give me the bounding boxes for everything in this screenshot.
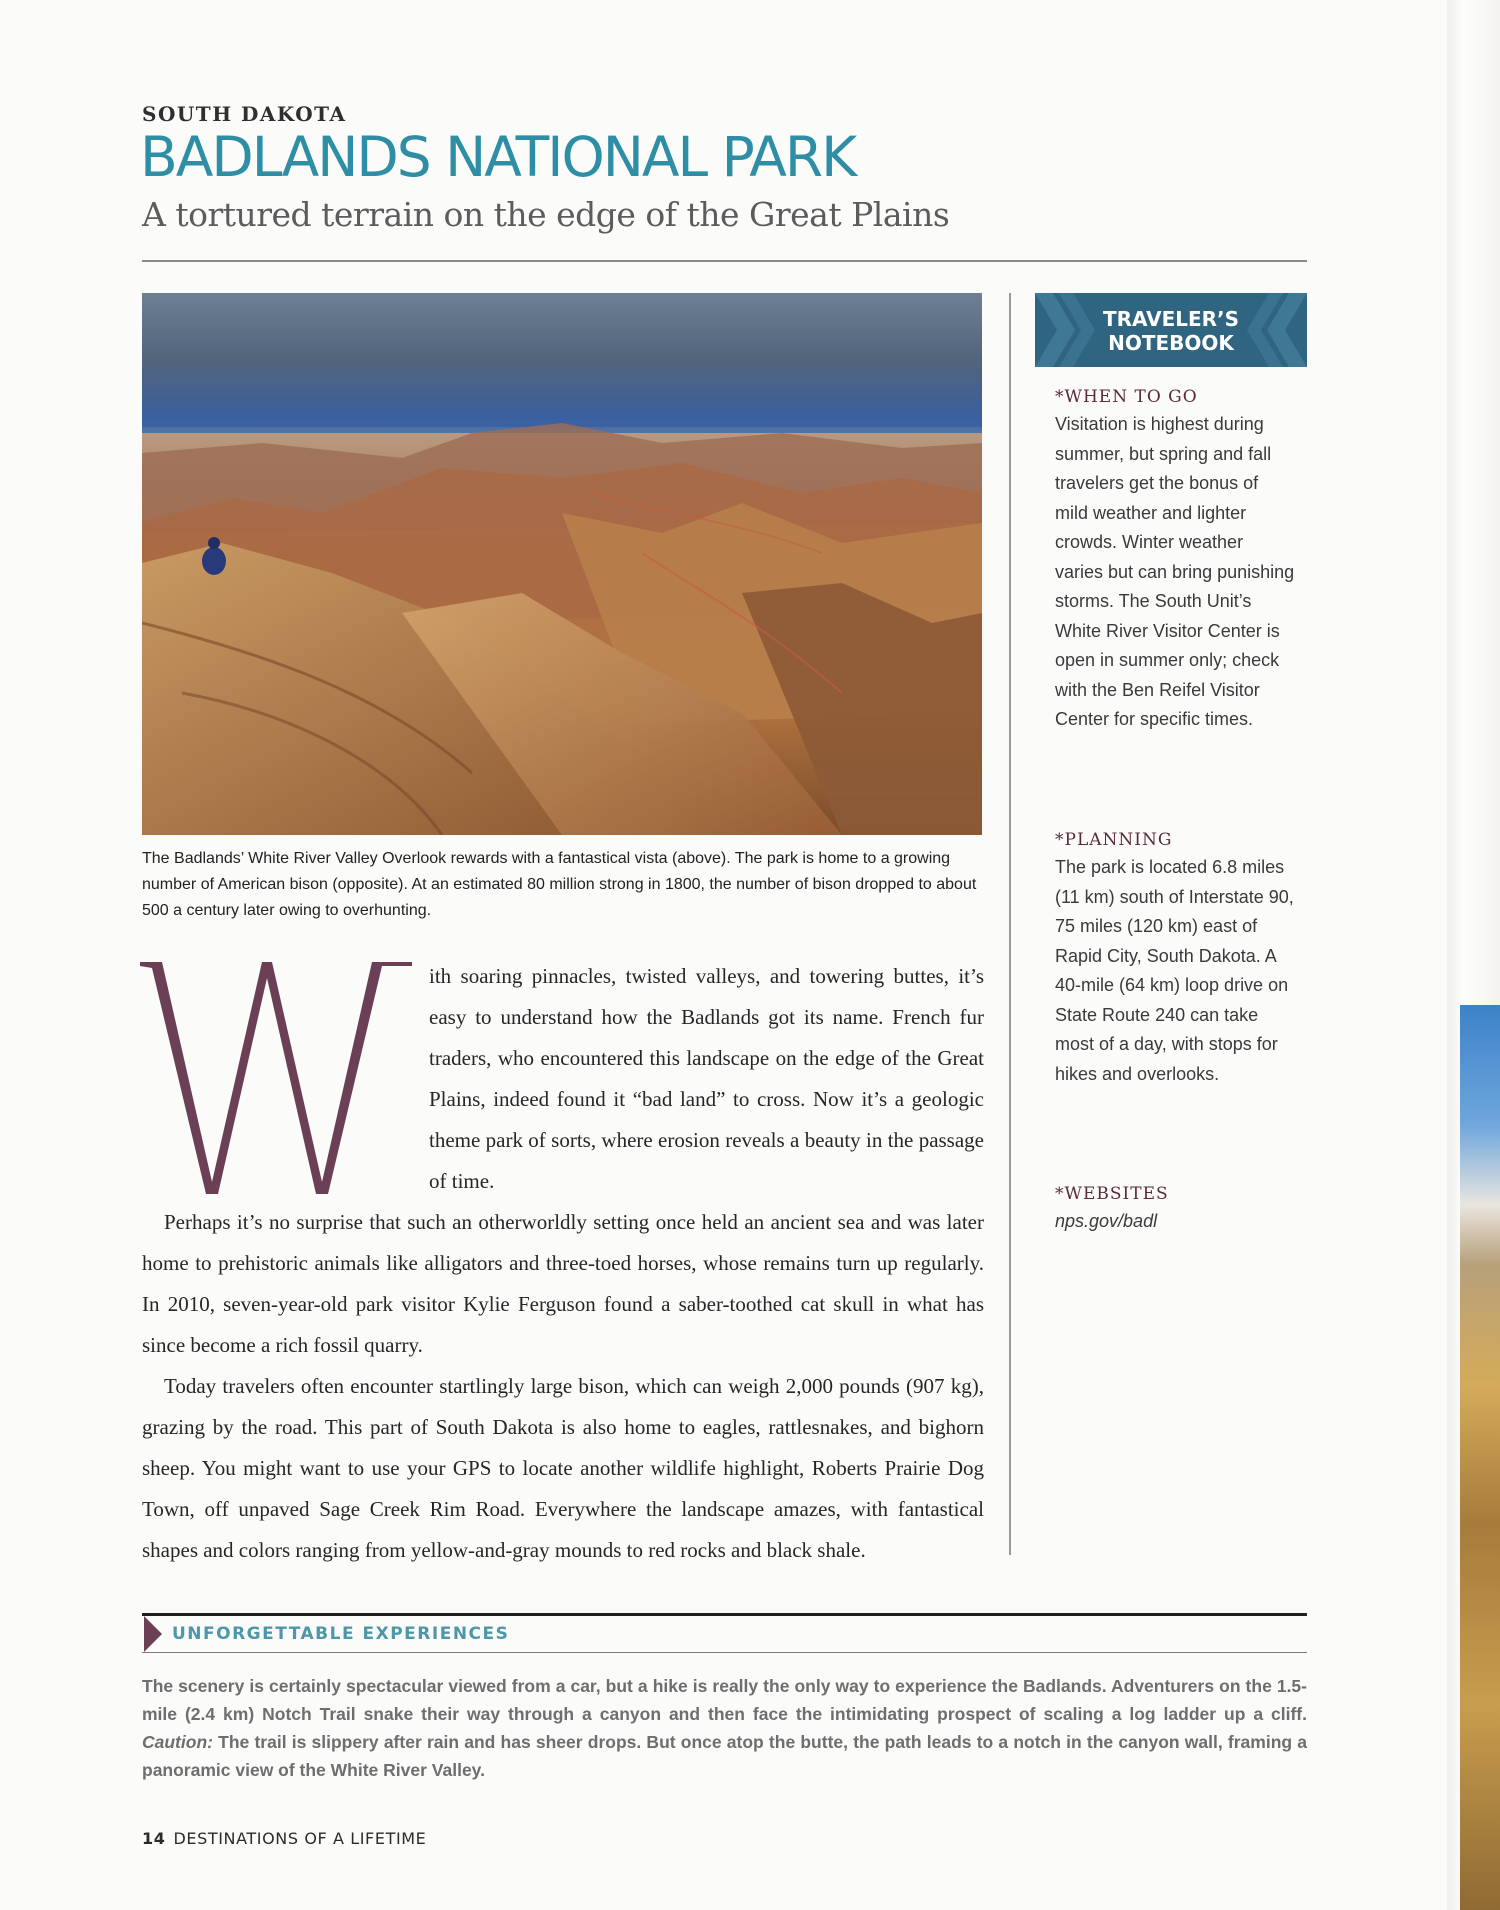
planning-heading: *PLANNING	[1055, 830, 1173, 850]
badlands-photo	[142, 293, 982, 835]
when-to-go-heading: *WHEN TO GO	[1055, 387, 1198, 407]
travelers-notebook-sidebar	[1035, 293, 1307, 1555]
article-paragraph: Perhaps it’s no surprise that such an otherworldly setting once held an ancient sea and was later home to prehistoric animals like alligators and three-toed horses, whose remains turn up regularly. In 2010, seven-year-old park visitor Kylie Ferguson found a saber-toothed cat skull in what has since become a rich fossil quarry.	[142, 1210, 984, 1357]
opposite-page-photo-edge	[1460, 1005, 1500, 1910]
websites-section	[1055, 1181, 1295, 1237]
experiences-bottom-rule	[142, 1652, 1307, 1653]
experiences-text	[142, 1672, 1307, 1784]
website-link[interactable]: nps.gov/badl	[1055, 1211, 1158, 1231]
notebook-banner	[1035, 293, 1307, 367]
article-paragraph: Today travelers often encounter startlingly large bison, which can weigh 2,000 pounds (907 kg), grazing by the road. This part of South Dakota is also home to eagles, rattlesnakes, and bighorn sheep. You might want to use your GPS to locate another wildlife highlight, Roberts Prairie Dog Town, off unpaved Sage Creek Rim Road. Everywhere the landscape amazes, with fantastical shapes and colors ranging from yellow-and-gray mounds to red rocks and black shale.	[142, 1374, 984, 1562]
page-subtitle: A tortured terrain on the edge of the Great Plains	[142, 195, 950, 234]
article-body	[142, 956, 984, 1571]
notebook-title: TRAVELER’S NOTEBOOK	[1102, 307, 1240, 355]
when-to-go-section	[1055, 384, 1295, 735]
experiences-heading: UNFORGETTABLE EXPERIENCES	[172, 1624, 510, 1644]
when-to-go-text: Visitation is highest during summer, but spring and fall travelers get the bonus of mild weather and lighter crowds. Winter weather varies but can bring punishing storms. The South Unit’s White River Visitor Center is open in summer only; check with the Ben Reifel Visitor Center for specific times.	[1055, 414, 1295, 729]
photo-caption: The Badlands’ White River Valley Overlook rewards with a fantastical vista (above). The park is home to a growing number of American bison (opposite). At an estimated 80 million strong in 1800, the number of bison dropped to about 500 a century later owing to overhunting.	[142, 850, 977, 919]
page-number: 14	[142, 1829, 166, 1848]
column-divider	[1009, 293, 1011, 1555]
experiences-text-part: The trail is slippery after rain and has sheer drops. But once atop the butte, the path leads to a notch in the canyon wall, framing a panoramic view of the White River Valley.	[142, 1732, 1307, 1780]
page-footer	[142, 1829, 426, 1848]
title-divider	[142, 260, 1307, 262]
book-title: DESTINATIONS OF A LIFETIME	[173, 1829, 427, 1848]
caution-label: Caution:	[142, 1732, 213, 1752]
state-kicker: SOUTH DAKOTA	[142, 102, 347, 126]
experiences-top-rule	[142, 1613, 1307, 1616]
websites-heading: *WEBSITES	[1055, 1184, 1169, 1204]
planning-section	[1055, 827, 1295, 1089]
planning-text: The park is located 6.8 miles (11 km) south of Interstate 90, 75 miles (120 km) east of Rapid City, South Dakota. A 40-mile (64 km) loop drive on State Route 240 can take most of a day, with stops for hikes and overlooks.	[1055, 857, 1294, 1084]
page-title: BADLANDS NATIONAL PARK	[140, 125, 856, 189]
article-paragraph: ith soaring pinnacles, twisted valleys, and towering buttes, it’s easy to understand how the Badlands got its name. French fur traders, who encountered this landscape on the edge of the Great Plains, indeed found it “bad land” to cross. Now it’s a geologic theme park of sorts, where erosion reveals a beauty in the passage of time.	[429, 964, 984, 1193]
play-arrow-icon	[142, 1616, 162, 1652]
experiences-text-part: The scenery is certainly spectacular viewed from a car, but a hike is really the only way to experience the Badlands. Adventurers on the 1.5-mile (2.4 km) Notch Trail snake their way through a canyon and then face the intimidating prospect of scaling a log ladder up a cliff.	[142, 1676, 1307, 1724]
